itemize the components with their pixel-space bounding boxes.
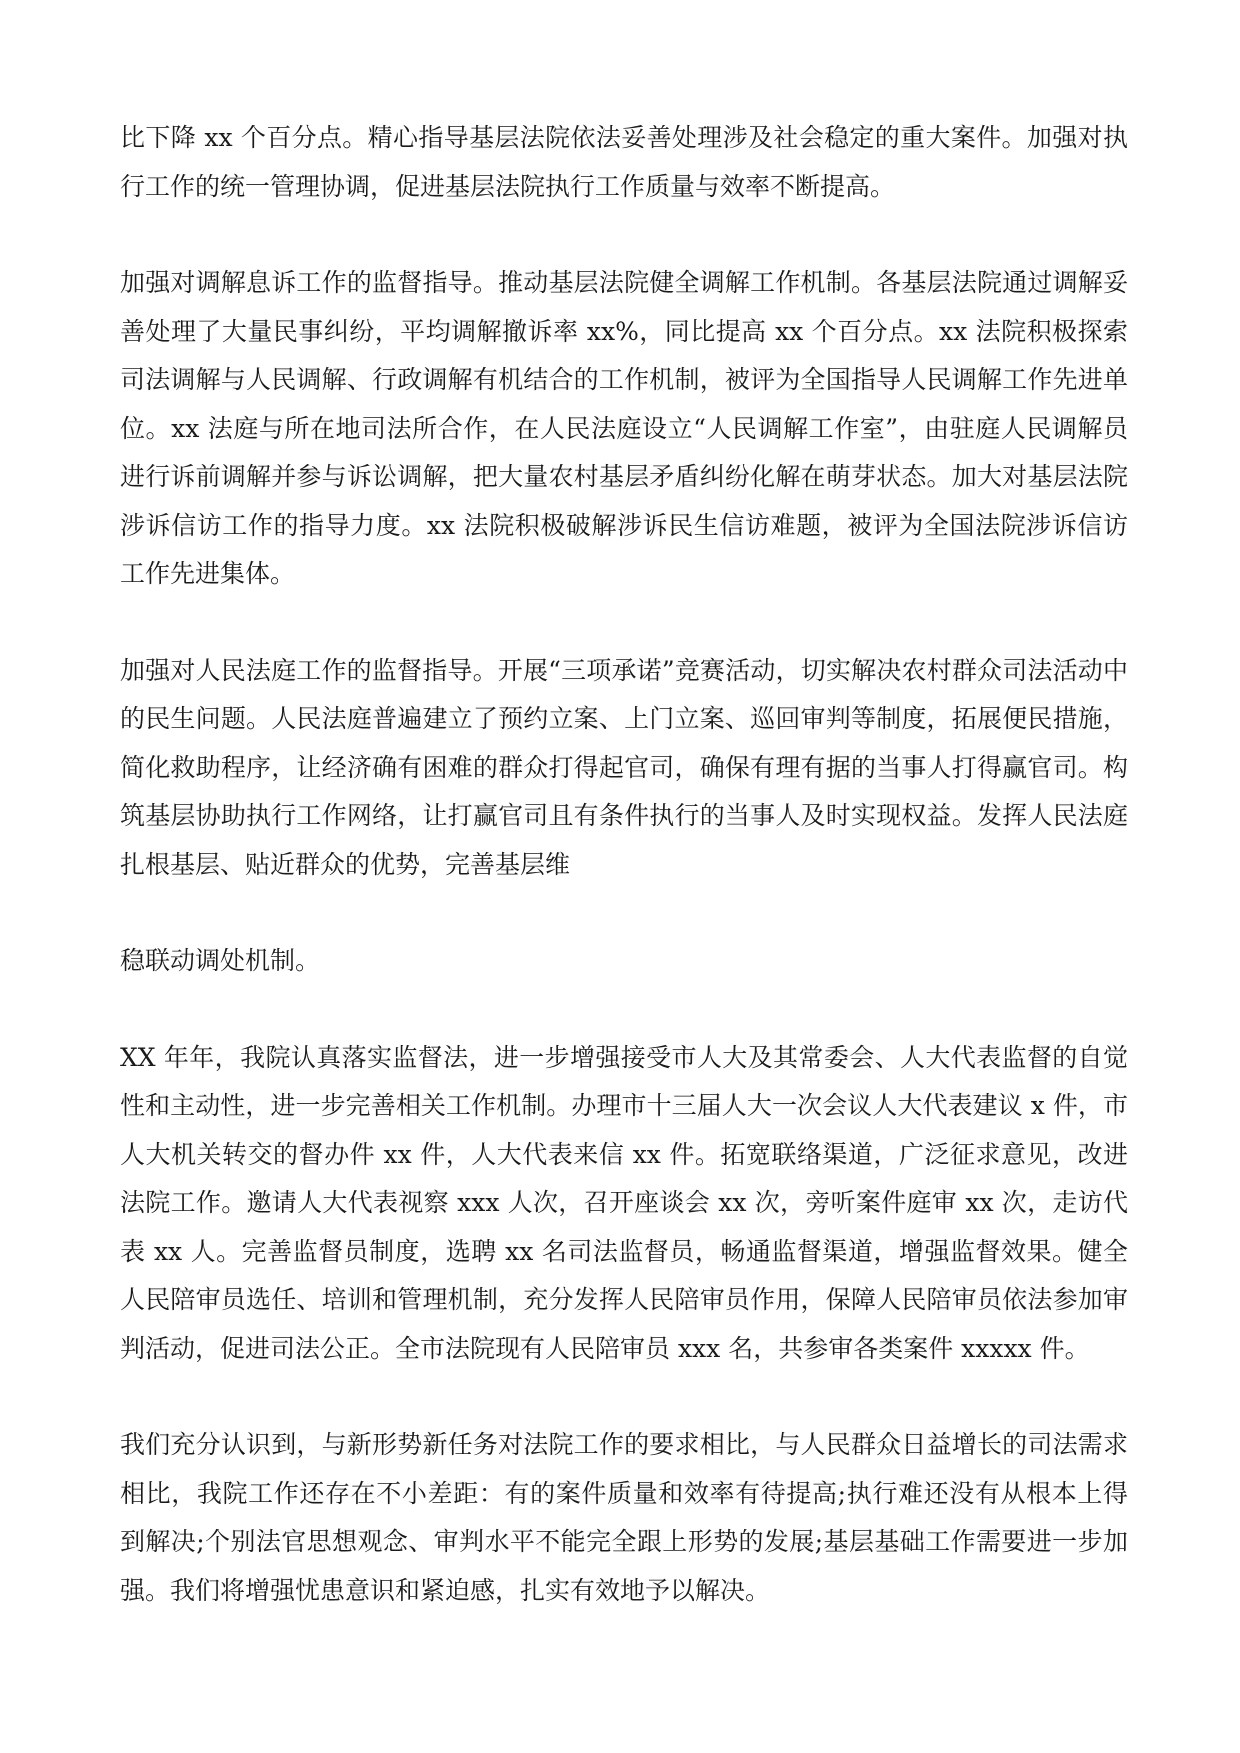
paragraph-6: 我们充分认识到，与新形势新任务对法院工作的要求相比，与人民群众日益增长的司法需求相比，我院工作还存在不小差距：有的案件质量和效率有待提高;执行难还没有从根本上得到解决;个别法官思想观念、审判水平不能完全跟上形势的发展;基层基础工作需要进一步加强。我们将增强忧患意识和紧迫感，扎实有效地予以解决。: [120, 1430, 1128, 1605]
paragraph-4: 稳联动调处机制。: [120, 946, 321, 975]
paragraph-3: 加强对人民法庭工作的监督指导。开展“三项承诺”竞赛活动，切实解决农村群众司法活动中的民生问题。人民法庭普遍建立了预约立案、上门立案、巡回审判等制度，拓展便民措施，简化救助程序，让经济确有困难的群众打得起官司，确保有理有据的当事人打得赢官司。构筑基层协助执行工作网络，让打赢官司且有条件执行的当事人及时实现权益。发挥人民法庭扎根基层、贴近群众的优势，完善基层维: [120, 655, 1128, 879]
paragraph-5: XX 年年，我院认真落实监督法，进一步增强接受市人大及其常委会、人大代表监督的自觉性和主动性，进一步完善相关工作机制。办理市十三届人大一次会议人大代表建议 x 件，市人大机关转交的督办件 xx 件，人大代表来信 xx 件。拓宽联络渠道，广泛征求意见，改进法院工作。邀请人大代表视察 xxx 人次，召开座谈会 xx 次，旁听案件庭审 xx 次，走访代表 xx 人。完善监督员制度，选聘 xx 名司法监督员，畅通监督渠道，增强监督效果。健全人民陪审员选任、培训和管理机制，充分发挥人民陪审员作用，保障人民陪审员依法参加审判活动，促进司法公正。全市法院现有人民陪审员 xxx 名，共参审各类案件 xxxxx 件。: [120, 1042, 1128, 1363]
paragraph-2: 加强对调解息诉工作的监督指导。推动基层法院健全调解工作机制。各基层法院通过调解妥善处理了大量民事纠纷，平均调解撤诉率 xx%，同比提高 xx 个百分点。xx 法院积极探索司法调解与人民调解、行政调解有机结合的工作机制，被评为全国指导人民调解工作先进单位。xx 法庭与所在地司法所合作，在人民法庭设立“人民调解工作室”，由驻庭人民调解员进行诉前调解并参与诉讼调解，把大量农村基层矛盾纠纷化解在萌芽状态。加大对基层法院涉诉信访工作的指导力度。xx 法院积极破解涉诉民生信访难题，被评为全国法院涉诉信访工作先进集体。: [120, 268, 1128, 588]
document-body: [120, 114, 1128, 1663]
paragraph-1: 比下降 xx 个百分点。精心指导基层法院依法妥善处理涉及社会稳定的重大案件。加强对执行工作的统一管理协调，促进基层法院执行工作质量与效率不断提高。: [120, 123, 1128, 201]
